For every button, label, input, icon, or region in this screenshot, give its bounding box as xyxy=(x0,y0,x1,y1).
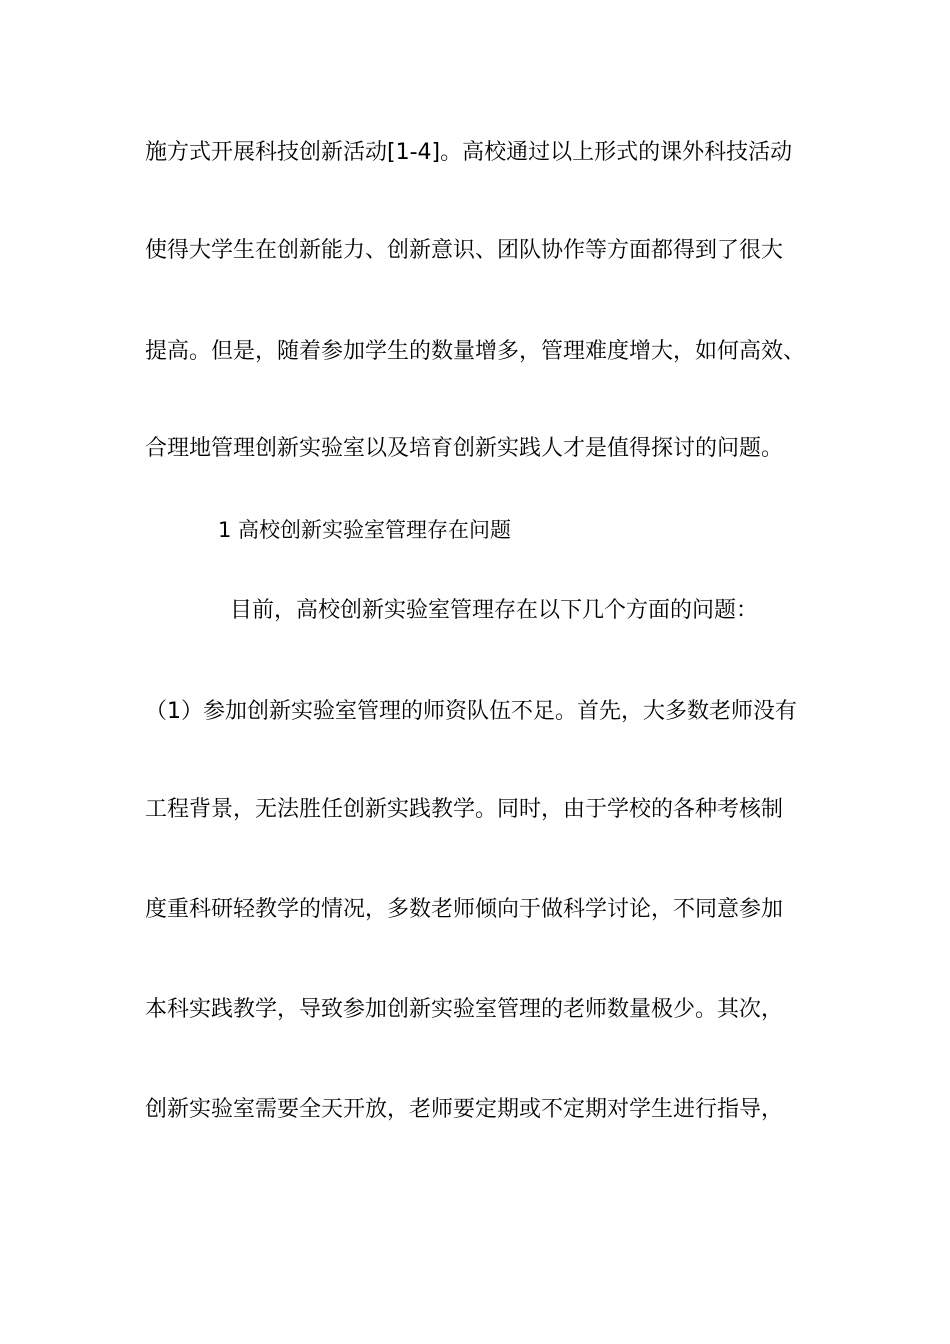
paragraph-line: 施方式开展科技创新活动[1-4]。高校通过以上形式的课外科技活动 xyxy=(145,140,793,165)
paragraph-line: 创新实验室需要全天开放，老师要定期或不定期对学生进行指导， xyxy=(145,1097,784,1122)
section-heading: 1 高校创新实验室管理存在问题 xyxy=(218,518,512,542)
paragraph-line: 提高。但是，随着参加学生的数量增多，管理难度增大，如何高效、 xyxy=(145,339,806,364)
paragraph-line: 工程背景，无法胜任创新实践教学。同时，由于学校的各种考核制 xyxy=(145,797,784,822)
paragraph-line: 合理地管理创新实验室以及培育创新实践人才是值得探讨的问题。 xyxy=(145,436,784,461)
paragraph-line: （1）参加创新实验室管理的师资队伍不足。首先，大多数老师没有 xyxy=(145,699,797,724)
paragraph-line: 本科实践教学，导致参加创新实验室管理的老师数量极少。其次， xyxy=(145,997,784,1022)
intro-line: 目前，高校创新实验室管理存在以下几个方面的问题： xyxy=(230,598,759,623)
paragraph-line: 使得大学生在创新能力、创新意识、团队协作等方面都得到了很大 xyxy=(145,238,784,263)
paragraph-line: 度重科研轻教学的情况，多数老师倾向于做科学讨论，不同意参加 xyxy=(145,897,784,922)
